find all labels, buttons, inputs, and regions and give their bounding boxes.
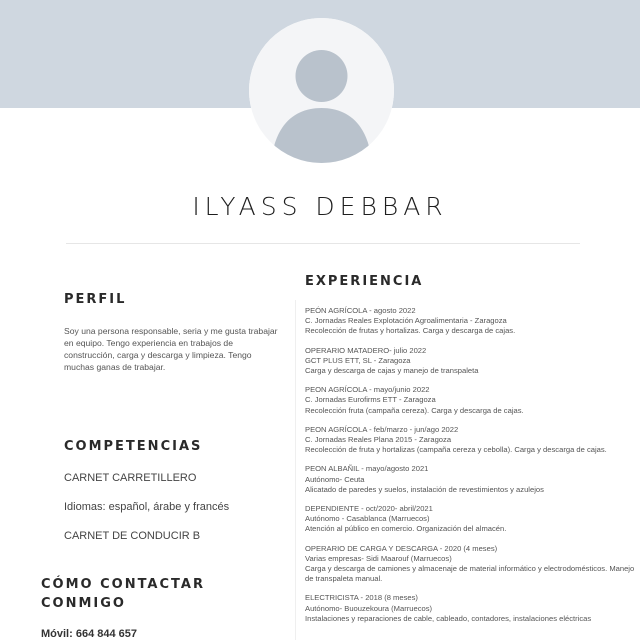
column-divider [295,300,296,640]
experience-list [305,306,635,633]
job-description: Carga y descarga de camiones y almacenaje de material informático y electrodomésticos. Manejo de transpaleta manual. [305,564,635,584]
candidate-name: ILYASS DEBBAR [192,192,448,221]
job-company: Autónomo - Casablanca (Marruecos) [305,514,430,524]
profile-photo [249,18,394,163]
job-company: Autónomo- Buouzekoura (Marruecos) [305,603,433,613]
job-description: Instalaciones y reparaciones de cable, cableado, contadores, instalaciones eléctricas [305,613,592,623]
experience-item [305,346,635,377]
experience-heading: EXPERIENCIA [305,274,424,289]
experience-item [305,306,635,337]
skill-item: Idiomas: español, árabe y francés [64,501,230,513]
job-company: GCT PLUS ETT, SL - Zaragoza [305,355,411,365]
profile-heading: PERFIL [64,292,127,307]
skill-item: CARNET DE CONDUCIR B [64,530,201,542]
job-role: ELECTRICISTA - 2018 (8 meses) [305,593,418,603]
skills-heading: COMPETENCIAS [64,439,203,454]
contact-phone: Móvil: 664 844 657 [41,628,138,640]
experience-item [305,425,635,456]
avatar-placeholder-icon [249,18,394,163]
skill-item: CARNET CARRETILLERO [64,472,197,484]
job-role: PEON ALBAÑIL - mayo/agosto 2021 [305,464,429,474]
experience-item [305,593,635,624]
experience-item [305,385,635,416]
job-role: OPERARIO DE CARGA Y DESCARGA - 2020 (4 meses) [305,543,498,553]
experience-item [305,544,635,585]
job-role: PEON AGRÍCOLA - feb/marzo - jun/ago 2022 [305,424,459,434]
job-company: Autónomo- Ceuta [305,474,365,484]
experience-item [305,504,635,535]
job-description: Recolección de fruta y hortalizas (campaña cereza y cebolla). Carga y descarga de cajas. [305,445,607,455]
job-company: C. Jornadas Reales Explotación Agroalimentaria - Zaragoza [305,316,507,326]
job-role: PEÓN AGRÍCOLA - agosto 2022 [305,306,416,315]
job-description: Recolección fruta (campaña cereza). Carga y descarga de cajas. [305,405,524,415]
job-role: PEON AGRÍCOLA - mayo/junio 2022 [305,385,430,395]
job-role: DEPENDIENTE - oct/2020- abril/2021 [305,504,433,514]
header-divider [66,243,580,244]
job-description: Carga y descarga de cajas y manejo de transpaleta [305,366,479,376]
contact-heading: CÓMO CONTACTAR CONMIGO [41,577,205,611]
job-company: Varias empresas- Sidi Maarouf (Marruecos) [305,553,452,563]
profile-text: Soy una persona responsable, seria y me gusta trabajar en equipo. Tengo experiencia en trabajos de construcción, carga y descarga y limpieza. Tengo muchas ganas de trabajar. [64,326,278,372]
job-role: OPERARIO MATADERO- julio 2022 [305,345,427,355]
job-company: C. Jornadas Eurofirms ETT - Zaragoza [305,395,436,405]
experience-item [305,464,635,495]
job-description: Alicatado de paredes y suelos, instalación de revestimientos y azulejos [305,484,544,494]
job-company: C. Jornadas Reales Plana 2015 - Zaragoza [305,435,452,445]
job-description: Atención al público en comercio. Organización del almacén. [305,524,507,534]
job-description: Recolección de frutas y hortalizas. Carga y descarga de cajas. [305,326,516,336]
